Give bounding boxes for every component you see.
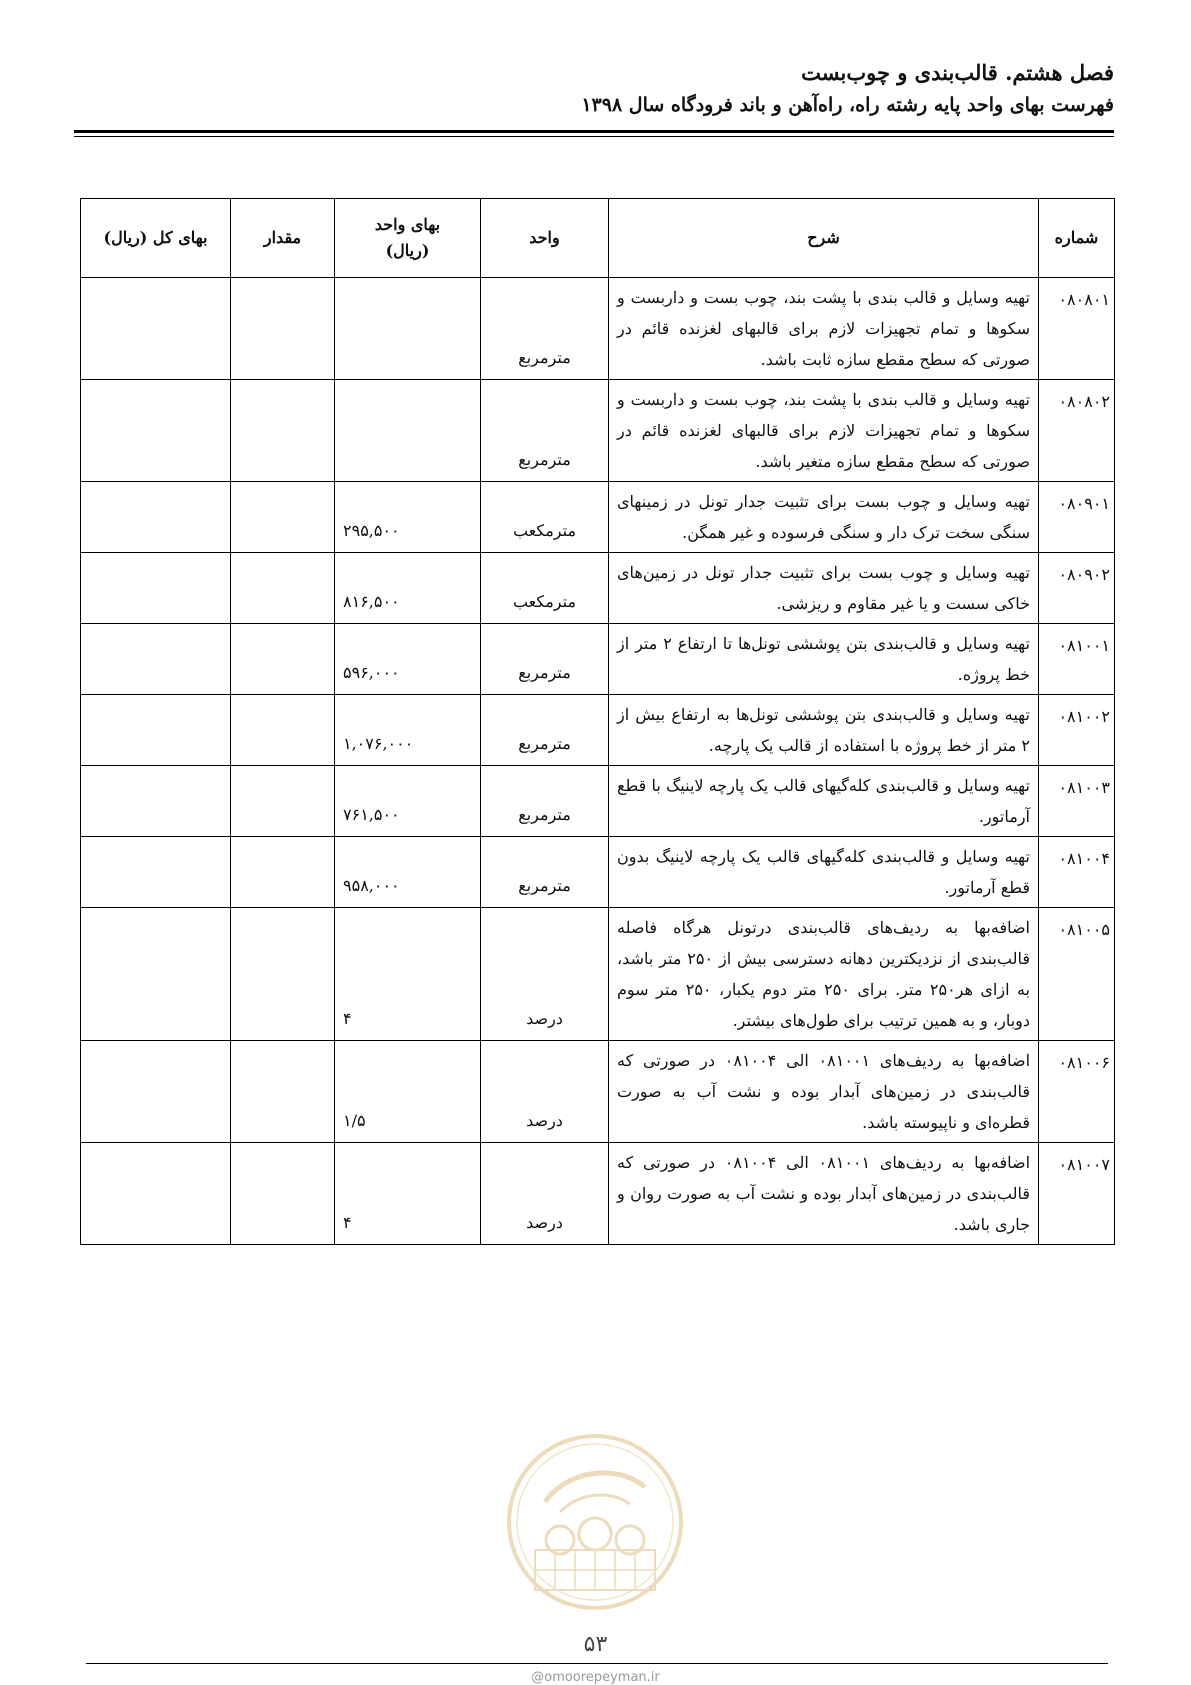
item-unit: درصد [481,908,609,1041]
item-unit: مترمربع [481,278,609,380]
item-unit: درصد [481,1041,609,1143]
watermark-logo [505,1432,685,1612]
item-total-price [81,695,231,766]
table-row [81,624,1115,695]
item-description: تهیه وسایل و چوب بست برای تثبیت جدار تونل در زمین‌های خاکی سست و یا غیر مقاوم و ریزشی. [609,553,1039,624]
item-total-price [81,766,231,837]
item-description: اضافه‌بها به ردیف‌های قالب‌بندی درتونل هرگاه فاصله قالب‌بندی از نزدیکترین دهانه دسترسی بیش از ۲۵۰ متر باشد، به ازای هر۲۵۰ متر. برای ۲۵۰ متر دوم یکبار، ۲۵۰ متر سوم دوبار، و به همین ترتیب برای طول‌های بیشتر. [609,908,1039,1041]
item-quantity [231,1041,335,1143]
table-row [81,380,1115,482]
seal-icon [505,1432,685,1612]
item-total-price [81,837,231,908]
item-quantity [231,482,335,553]
table-row [81,482,1115,553]
table-row [81,695,1115,766]
item-quantity [231,380,335,482]
item-code: ۰۸۱۰۰۴ [1039,837,1115,908]
item-unit-price: ۴ [335,1143,481,1245]
item-total-price [81,278,231,380]
column-header-unit-price-currency: (ریال) [385,241,430,260]
column-header-unit-price [335,199,481,278]
item-code: ۰۸۰۸۰۱ [1039,278,1115,380]
item-code: ۰۸۰۹۰۲ [1039,553,1115,624]
page-header [74,58,1114,120]
item-quantity [231,553,335,624]
item-unit-price: ۹۵۸,۰۰۰ [335,837,481,908]
table-row [81,1041,1115,1143]
item-quantity [231,766,335,837]
footer-rule [86,1663,1108,1664]
item-quantity [231,908,335,1041]
table-row [81,837,1115,908]
table-row [81,278,1115,380]
page-number: ۵۳ [583,1632,608,1657]
item-unit: مترمکعب [481,553,609,624]
item-unit: مترمربع [481,837,609,908]
item-total-price [81,1041,231,1143]
item-quantity [231,695,335,766]
item-code: ۰۸۱۰۰۷ [1039,1143,1115,1245]
item-unit-price: ۸۱۶,۵۰۰ [335,553,481,624]
item-description: تهیه وسایل و قالب‌بندی کله‌گیهای قالب یک پارچه لاینیگ با قطع آرماتور. [609,766,1039,837]
item-unit-price: ۷۶۱,۵۰۰ [335,766,481,837]
site-credit: @omoorepeyman.ir [531,1670,660,1685]
item-description: اضافه‌بها به ردیف‌های ۰۸۱۰۰۱ الی ۰۸۱۰۰۴ در صورتی که قالب‌بندی در زمین‌های آبدار بوده و نشت آب به صورت روان و جاری باشد. [609,1143,1039,1245]
header-rule-thin [74,136,1114,137]
item-description: تهیه وسایل و قالب‌بندی بتن پوششی تونل‌ها به ارتفاع بیش از ۲ متر از خط پروژه با استفاده از قالب یک پارچه. [609,695,1039,766]
table-row [81,908,1115,1041]
item-code: ۰۸۱۰۰۱ [1039,624,1115,695]
item-unit: مترمربع [481,380,609,482]
item-description: تهیه وسایل و قالب‌بندی کله‌گیهای قالب یک پارچه لاینیگ بدون قطع آرماتور. [609,837,1039,908]
table-row [81,766,1115,837]
item-quantity [231,1143,335,1245]
item-unit-price [335,278,481,380]
item-total-price [81,624,231,695]
item-description: تهیه وسایل و قالب بندی با پشت بند، چوب بست و داربست و سکوها و تمام تجهیزات لازم برای قالبهای لغزنده قائم در صورتی که سطح مقطع سازه متغیر باشد. [609,380,1039,482]
item-quantity [231,278,335,380]
item-unit: مترمربع [481,624,609,695]
column-header-description: شرح [609,199,1039,278]
column-header-unit: واحد [481,199,609,278]
price-table [80,198,1115,1245]
item-description: تهیه وسایل و قالب بندی با پشت بند، چوب بست و داربست و سکوها و تمام تجهیزات لازم برای قالبهای لغزنده قائم در صورتی که سطح مقطع سازه ثابت باشد. [609,278,1039,380]
item-code: ۰۸۱۰۰۳ [1039,766,1115,837]
table-row [81,553,1115,624]
price-list-title: فهرست بهای واحد پایه رشته راه، راه‌آهن و باند فرودگاه سال ۱۳۹۸ [581,94,1114,116]
item-unit: درصد [481,1143,609,1245]
item-total-price [81,380,231,482]
item-unit-price [335,380,481,482]
item-unit: مترمکعب [481,482,609,553]
table-header-row [81,199,1115,278]
item-quantity [231,624,335,695]
table-row [81,1143,1115,1245]
item-unit-price: ۴ [335,908,481,1041]
item-quantity [231,837,335,908]
item-total-price [81,1143,231,1245]
item-unit-price: ۵۹۶,۰۰۰ [335,624,481,695]
item-code: ۰۸۱۰۰۵ [1039,908,1115,1041]
item-unit-price: ۱,۰۷۶,۰۰۰ [335,695,481,766]
item-unit: مترمربع [481,695,609,766]
item-total-price [81,482,231,553]
item-unit-price: ۱/۵ [335,1041,481,1143]
column-header-quantity: مقدار [231,199,335,278]
item-code: ۰۸۱۰۰۶ [1039,1041,1115,1143]
item-code: ۰۸۰۸۰۲ [1039,380,1115,482]
header-rule-thick [74,130,1114,133]
chapter-title: فصل هشتم. قالب‌بندی و چوب‌بست [801,60,1114,85]
item-unit-price: ۲۹۵,۵۰۰ [335,482,481,553]
item-total-price [81,908,231,1041]
item-code: ۰۸۱۰۰۲ [1039,695,1115,766]
column-header-total-price: بهای کل (ریال) [81,199,231,278]
item-description: تهیه وسایل و قالب‌بندی بتن پوششی تونل‌ها تا ارتفاع ۲ متر از خط پروژه. [609,624,1039,695]
column-header-code: شماره [1039,199,1115,278]
item-unit: مترمربع [481,766,609,837]
column-header-unit-price-label: بهای واحد [374,215,441,234]
item-description: تهیه وسایل و چوب بست برای تثبیت جدار تونل در زمینهای سنگی سخت ترک دار و سنگی فرسوده و غیر همگن. [609,482,1039,553]
item-code: ۰۸۰۹۰۱ [1039,482,1115,553]
item-description: اضافه‌بها به ردیف‌های ۰۸۱۰۰۱ الی ۰۸۱۰۰۴ در صورتی که قالب‌بندی در زمین‌های آبدار بوده و نشت آب به صورت قطره‌ای و ناپیوسته باشد. [609,1041,1039,1143]
item-total-price [81,553,231,624]
